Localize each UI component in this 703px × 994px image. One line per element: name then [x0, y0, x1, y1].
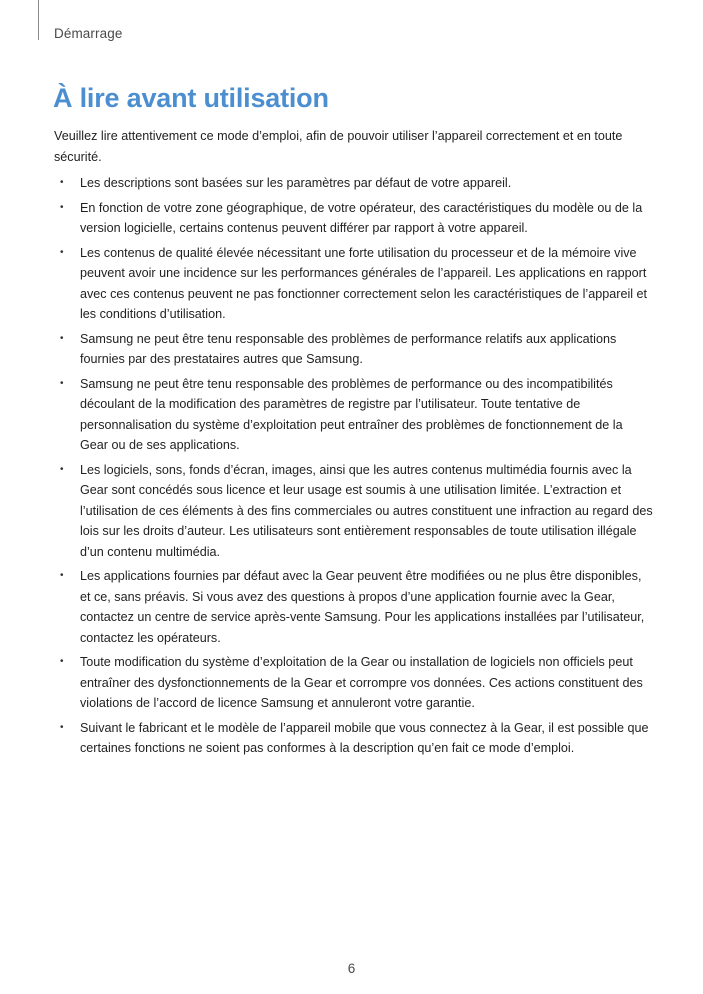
list-item-text: Samsung ne peut être tenu responsable des problèmes de performance relatifs aux applications fournies par des prestataires autres que Samsung. — [80, 331, 617, 366]
header-section-label: Démarrage — [54, 26, 123, 41]
bullet-icon: • — [60, 721, 64, 733]
list-item-text: Les logiciels, sons, fonds d’écran, images, ainsi que les autres contenus multimédia fournis avec la Gear sont concédés sous licence et leur usage est soumis à une utilisation limitée. L’extraction et l’utilisation de ces éléments à des fins commerciales ou autres constituent une infraction au regard des lois sur les droits d’auteur. Les utilisateurs sont entièrement responsables de toute utilisation illégale d’un contenu multimédia. — [80, 462, 653, 559]
list-item-text: En fonction de votre zone géographique, de votre opérateur, des caractéristiques du modèle ou de la version logicielle, certains contenus peuvent différer par rapport à votre appareil. — [80, 200, 643, 235]
list-item-text: Les contenus de qualité élevée nécessitant une forte utilisation du processeur et de la mémoire vive peuvent avoir une incidence sur les performances générales de l’appareil. Les applications en rapport avec ces contenus peuvent ne pas fonctionner correctement selon les caractéristiques de l’appareil et les conditions d’utilisation. — [80, 245, 648, 321]
list-item-text: Toute modification du système d’exploitation de la Gear ou installation de logiciels non officiels peut entraîner des dysfonctionnements de la Gear et corrompre vos données. Ces actions constituent des violations de l’accord de licence Samsung et annuleront votre garantie. — [80, 655, 643, 710]
page-number: 6 — [347, 961, 356, 976]
header-divider — [38, 0, 39, 40]
list-item — [54, 652, 654, 714]
bullet-icon: • — [60, 246, 64, 258]
bullet-icon: • — [60, 201, 64, 213]
list-item — [54, 374, 654, 456]
intro-paragraph: Veuillez lire attentivement ce mode d’emploi, afin de pouvoir utiliser l’appareil correctement et en toute sécurité. — [54, 129, 623, 164]
bullet-icon: • — [60, 377, 64, 389]
bullet-icon: • — [60, 332, 64, 344]
list-item — [54, 243, 654, 325]
bullet-icon: • — [60, 570, 64, 581]
list-item-text: Les descriptions sont basées sur les paramètres par défaut de votre appareil. — [80, 176, 512, 190]
list-item — [54, 460, 654, 563]
list-item — [54, 173, 654, 194]
list-item — [54, 329, 654, 370]
bullet-icon: • — [60, 656, 64, 667]
list-item — [54, 566, 654, 648]
bullet-icon: • — [60, 177, 64, 188]
list-item — [54, 198, 654, 239]
list-item-text: Suivant le fabricant et le modèle de l’appareil mobile que vous connectez à la Gear, il est possible que certaines fonctions ne soient pas conformes à la description qu’en fait ce mode d’emploi. — [80, 720, 649, 755]
bullet-list — [54, 173, 654, 763]
list-item — [54, 718, 654, 759]
bullet-icon: • — [60, 463, 64, 475]
page-title: À lire avant utilisation — [53, 83, 329, 113]
list-item-text: Samsung ne peut être tenu responsable des problèmes de performance ou des incompatibilités découlant de la modification des paramètres de registre par l’utilisateur. Toute tentative de personnalisation du système d’exploitation peut entraîner des problèmes de fonctionnement de la Gear ou de ses applications. — [80, 376, 623, 452]
list-item-text: Les applications fournies par défaut avec la Gear peuvent être modifiées ou ne plus être disponibles, et ce, sans préavis. Si vous avez des questions à propos d’une application fournie avec la Gear, contactez un centre de service après-vente Samsung. Pour les applications installées par l’utilisateur, contactez les opérateurs. — [80, 569, 645, 645]
